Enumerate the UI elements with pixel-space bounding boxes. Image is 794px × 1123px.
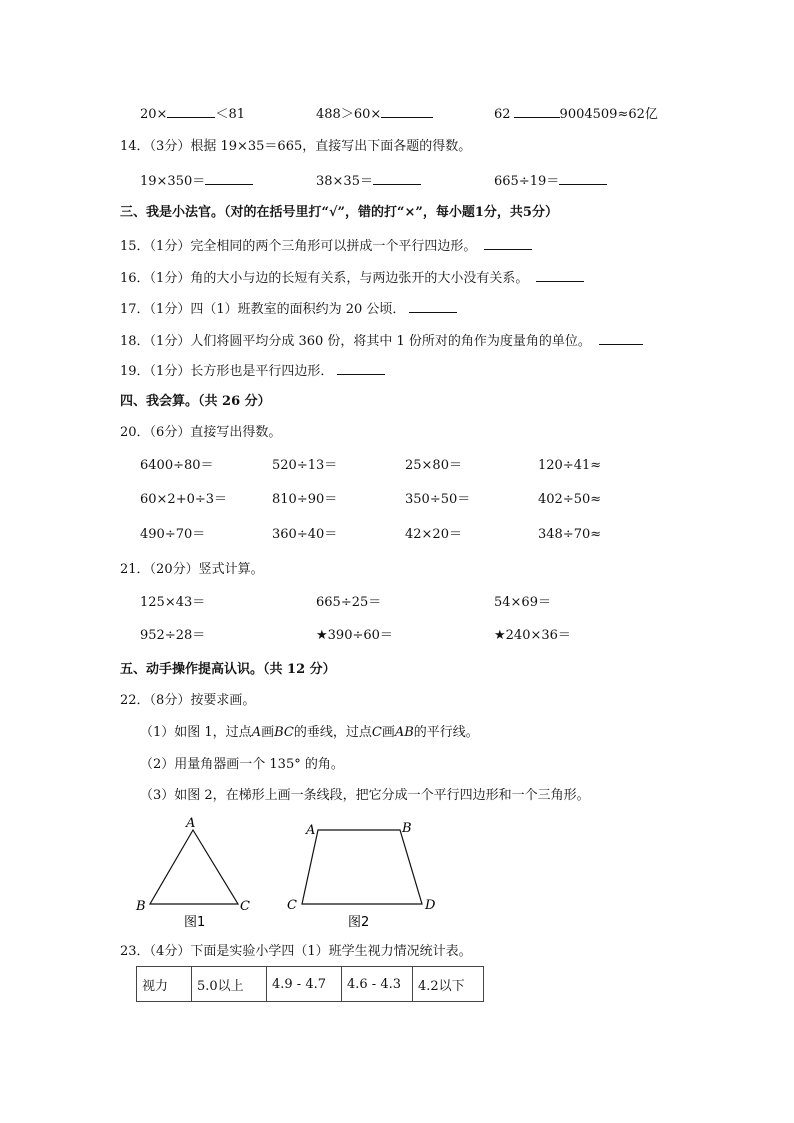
vertex-b-label: B bbox=[402, 821, 412, 836]
q20-item: 810÷90＝ bbox=[272, 492, 338, 507]
answer-blank[interactable] bbox=[167, 105, 215, 118]
q21-item: ★390÷60＝ bbox=[316, 628, 393, 643]
q21-item: 952÷28＝ bbox=[140, 628, 206, 643]
section-4-heading: 四、我会算。（共 26 分） bbox=[120, 394, 271, 409]
answer-blank[interactable] bbox=[373, 172, 421, 185]
table-cell: 视力 bbox=[137, 967, 192, 1002]
q22-sub-1-text: （1）如图 1，过点 bbox=[140, 725, 252, 740]
q14-item-3 bbox=[494, 172, 607, 191]
figure-2-caption: 图2 bbox=[348, 915, 370, 930]
figure-1-triangle bbox=[130, 812, 260, 932]
q20-item: 120÷41≈ bbox=[538, 458, 602, 473]
q22-sub-1-text: 的垂线，过点 bbox=[293, 725, 372, 740]
vertex-a-label: A bbox=[306, 823, 316, 838]
q19 bbox=[120, 362, 385, 381]
q21-item: 125×43＝ bbox=[140, 595, 206, 610]
answer-blank[interactable] bbox=[381, 105, 433, 118]
point-label: C bbox=[371, 725, 382, 740]
q13-item-1-pre: 20× bbox=[140, 107, 168, 122]
table-cell: 4.9 - 4.7 bbox=[267, 967, 342, 1002]
q20-item: 348÷70≈ bbox=[538, 527, 602, 542]
q13-item-3-pre: 62 bbox=[494, 107, 511, 122]
q13-item-1 bbox=[140, 105, 245, 124]
section-5-heading: 五、动手操作提高认识。（共 12 分） bbox=[120, 662, 336, 677]
segment-label: BC bbox=[274, 725, 294, 740]
section-3-heading: 三、我是小法官。（对的在括号里打“√”，错的打“×”，每小题1分，共5分） bbox=[120, 205, 558, 220]
answer-blank[interactable] bbox=[559, 172, 607, 185]
answer-blank[interactable] bbox=[409, 300, 457, 313]
figure-1-caption: 图1 bbox=[184, 915, 206, 930]
q20-item: 520÷13＝ bbox=[272, 458, 338, 473]
q23-stem: 23．（4分）下面是实验小学四（1）班学生视力情况统计表。 bbox=[120, 944, 472, 959]
q18-text: 18．（1分）人们将圆平均分成 360 份，将其中 1 份所对的角作为度量角的单位。 bbox=[120, 334, 591, 349]
trapezoid-abcd[interactable] bbox=[302, 830, 422, 904]
q15-text: 15．（1分）完全相同的两个三角形可以拼成一个平行四边形。 bbox=[120, 239, 477, 254]
q22-sub-1-text: 的平行线。 bbox=[413, 725, 479, 740]
table-cell: 4.2以下 bbox=[413, 967, 484, 1002]
q13-item-3-post: 9004509≈62亿 bbox=[559, 107, 658, 122]
q14-item-1 bbox=[140, 172, 253, 191]
q20-item: 42×20＝ bbox=[405, 527, 462, 542]
q22-sub-3: （3）如图 2，在梯形上画一条线段，把它分成一个平行四边形和一个三角形。 bbox=[140, 788, 590, 803]
table-cell: 5.0以上 bbox=[192, 967, 267, 1002]
vertex-a-label: A bbox=[186, 816, 196, 831]
q13-item-3 bbox=[494, 105, 658, 124]
table-row bbox=[137, 967, 484, 1002]
q14-item-3-text: 665÷19＝ bbox=[494, 174, 560, 189]
table-cell: 4.6 - 4.3 bbox=[342, 967, 413, 1002]
answer-blank[interactable] bbox=[599, 332, 643, 345]
q22-sub-1 bbox=[140, 724, 479, 742]
q16-text: 16．（1分）角的大小与边的长短有关系，与两边张开的大小没有关系。 bbox=[120, 271, 529, 286]
q17 bbox=[120, 300, 457, 319]
q20-item: 6400÷80＝ bbox=[140, 458, 214, 473]
q20-item: 25×80＝ bbox=[405, 458, 462, 473]
q22-sub-1-text: 画 bbox=[381, 725, 395, 740]
figure-2-trapezoid bbox=[282, 812, 442, 932]
q18 bbox=[120, 332, 643, 351]
q21-item: 54×69＝ bbox=[494, 595, 551, 610]
q22-sub-1-text: 画 bbox=[261, 725, 275, 740]
answer-blank[interactable] bbox=[484, 237, 532, 250]
q20-stem: 20．（6分）直接写出得数。 bbox=[120, 425, 282, 440]
point-label: A bbox=[251, 725, 262, 740]
answer-blank[interactable] bbox=[514, 105, 560, 118]
q22-stem: 22．（8分）按要求画。 bbox=[120, 693, 256, 708]
q20-item: 490÷70＝ bbox=[140, 527, 206, 542]
q20-item: 60×2+0÷3＝ bbox=[140, 492, 228, 507]
q21-item: 665÷25＝ bbox=[316, 595, 382, 610]
q14-item-1-text: 19×350＝ bbox=[140, 174, 206, 189]
q22-sub-2: （2）用量角器画一个 135° 的角。 bbox=[140, 757, 344, 772]
segment-label: AB bbox=[394, 725, 414, 740]
vertex-c-label: C bbox=[240, 899, 250, 914]
answer-blank[interactable] bbox=[337, 362, 385, 375]
q13-item-2 bbox=[316, 105, 433, 124]
q14-item-2 bbox=[316, 172, 421, 191]
vision-stats-table bbox=[136, 966, 484, 1002]
q16 bbox=[120, 269, 584, 288]
q20-item: 350÷50＝ bbox=[405, 492, 471, 507]
q20-item: 360÷40＝ bbox=[272, 527, 338, 542]
q13-item-1-post: ＜81 bbox=[215, 107, 245, 122]
q14-item-2-text: 38×35＝ bbox=[316, 174, 373, 189]
q17-text: 17．（1分）四（1）班教室的面积约为 20 公顷． bbox=[120, 302, 406, 317]
vertex-c-label: C bbox=[287, 898, 297, 913]
q14-stem: 14．（3分）根据 19×35＝665，直接写出下面各题的得数。 bbox=[120, 139, 472, 154]
q13-item-2-pre: 488＞60× bbox=[316, 107, 382, 122]
q15 bbox=[120, 237, 532, 256]
vertex-b-label: B bbox=[136, 899, 146, 914]
q19-text: 19．（1分）长方形也是平行四边形． bbox=[120, 364, 334, 379]
answer-blank[interactable] bbox=[536, 269, 584, 282]
answer-blank[interactable] bbox=[205, 172, 253, 185]
q21-item: ★240×36＝ bbox=[494, 628, 571, 643]
vertex-d-label: D bbox=[425, 898, 436, 913]
q20-item: 402÷50≈ bbox=[538, 492, 602, 507]
triangle-abc[interactable] bbox=[150, 830, 238, 904]
q21-stem: 21．（20分）竖式计算。 bbox=[120, 562, 264, 577]
